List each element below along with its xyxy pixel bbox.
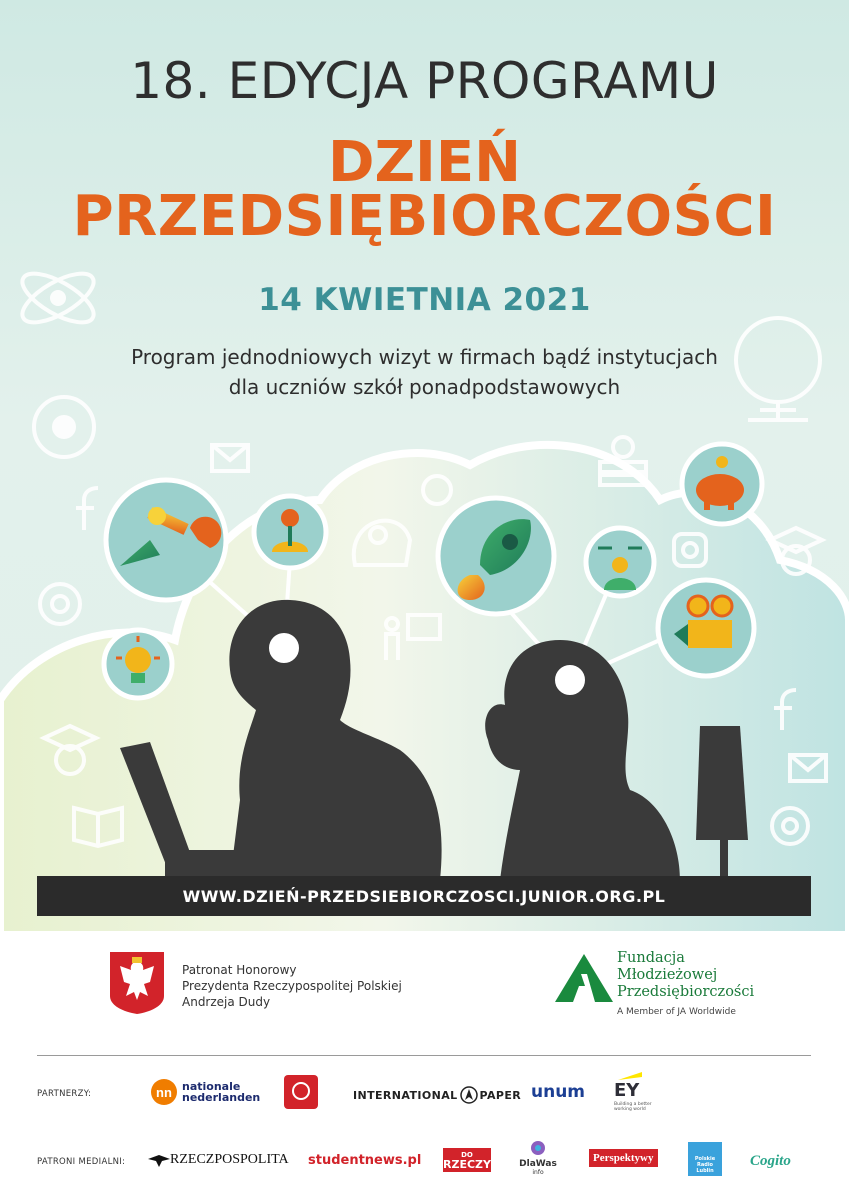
edition-heading: 18. EDYCJA PROGRAMU — [130, 52, 719, 110]
foundation-name-line1: Fundacja — [617, 950, 685, 966]
dw-line1: DlaWas — [519, 1159, 557, 1169]
logo-unum — [531, 1082, 585, 1102]
sn-text: studentnews.pl — [308, 1153, 422, 1168]
gear-cycle-icon — [34, 397, 94, 457]
bubble-rocket — [438, 498, 554, 614]
foundation-name-line3: Przedsiębiorczości — [617, 984, 755, 1000]
foundation-logo — [555, 950, 795, 1022]
description-line2: dla uczniów szkół ponadpodstawowych — [228, 375, 621, 399]
polish-eagle-emblem-icon — [110, 952, 164, 1014]
event-date: 14 KWIETNIA 2021 — [258, 282, 591, 318]
logo-red-seal — [284, 1075, 318, 1109]
prl-line3: Lublin — [696, 1168, 714, 1174]
nn-line1: nationale — [182, 1080, 241, 1093]
dr-line2: RZECZY — [443, 1158, 491, 1171]
mail-icon — [212, 445, 248, 471]
logo-do-rzeczy — [443, 1148, 491, 1172]
foundation-subtitle: A Member of JA Worldwide — [617, 1007, 736, 1017]
program-description — [0, 342, 849, 402]
logo-rzeczpospolita — [148, 1152, 289, 1168]
persp-text: Perspektywy — [589, 1149, 658, 1167]
logo-international-paper — [353, 1086, 521, 1104]
program-title-line2: PRZEDSIĘBIORCZOŚCI — [72, 184, 777, 249]
media-patrons-label: PATRONI MEDIALNI: — [37, 1157, 126, 1167]
partners-label: PARTNERZY: — [37, 1089, 92, 1099]
rz-text: RZECZPOSPOLITA — [170, 1152, 289, 1167]
prl-line1: Polskie — [694, 1156, 716, 1162]
patronage-line3: Andrzeja Dudy — [182, 995, 271, 1009]
bubble-flower — [254, 496, 326, 568]
website-url-bar[interactable]: WWW.DZIEŃ-PRZEDSIEBIORCZOSCI.JUNIOR.ORG.PL — [37, 876, 811, 916]
logo-studentnews — [308, 1153, 421, 1168]
cogito-text: Cogito — [750, 1153, 791, 1169]
logo-dlawas — [518, 1140, 558, 1176]
red-seal-icon — [284, 1075, 318, 1109]
dw-line2: info — [532, 1169, 544, 1176]
bubble-robot-arm — [106, 480, 226, 600]
facebook-icon — [76, 488, 98, 530]
ip-text: INTERNATIONAL — [353, 1088, 458, 1102]
ey-beam-icon — [618, 1072, 642, 1080]
foundation-name-line2: Młodzieżowej — [617, 967, 718, 983]
patronage-line1: Patronat Honorowy — [182, 963, 297, 977]
program-title-line1: DZIEŃ — [327, 130, 522, 195]
bubble-people — [586, 528, 654, 596]
ey-tagline1: Building a better — [614, 1102, 652, 1107]
unum-text: unum — [531, 1082, 586, 1102]
dr-line1: DO — [461, 1151, 473, 1159]
at-icon — [40, 584, 80, 624]
nn-line2: nederlanden — [182, 1091, 261, 1104]
logo-ey — [614, 1072, 662, 1114]
ip-emblem-icon — [460, 1086, 478, 1104]
logo-cogito — [750, 1153, 791, 1170]
logo-polskie-radio-lublin — [688, 1142, 722, 1176]
foundation-triangle-icon — [555, 952, 613, 1004]
description-line1: Program jednodniowych wizyt w firmach bądź instytucjach — [131, 345, 718, 369]
svg-text:nn: nn — [156, 1085, 172, 1100]
logo-nationale-nederlanden — [150, 1078, 260, 1106]
patronage-line2: Prezydenta Rzeczypospolitej Polskiej — [182, 979, 402, 993]
prl-line2: Radio — [697, 1162, 713, 1168]
ip-text2: PAPER — [479, 1088, 522, 1102]
ey-tagline2: working world — [614, 1107, 646, 1112]
bubble-camera — [658, 580, 754, 676]
logo-perspektywy — [589, 1149, 658, 1167]
nn-logo-icon — [150, 1078, 178, 1106]
bubble-piggy — [682, 444, 762, 524]
rz-eagle-icon — [148, 1153, 170, 1167]
honorary-patronage — [110, 950, 440, 1020]
ey-text: EY — [614, 1080, 640, 1101]
divider — [37, 1055, 811, 1056]
dlawas-logo-icon — [530, 1140, 546, 1156]
bubble-bulb — [104, 630, 172, 698]
